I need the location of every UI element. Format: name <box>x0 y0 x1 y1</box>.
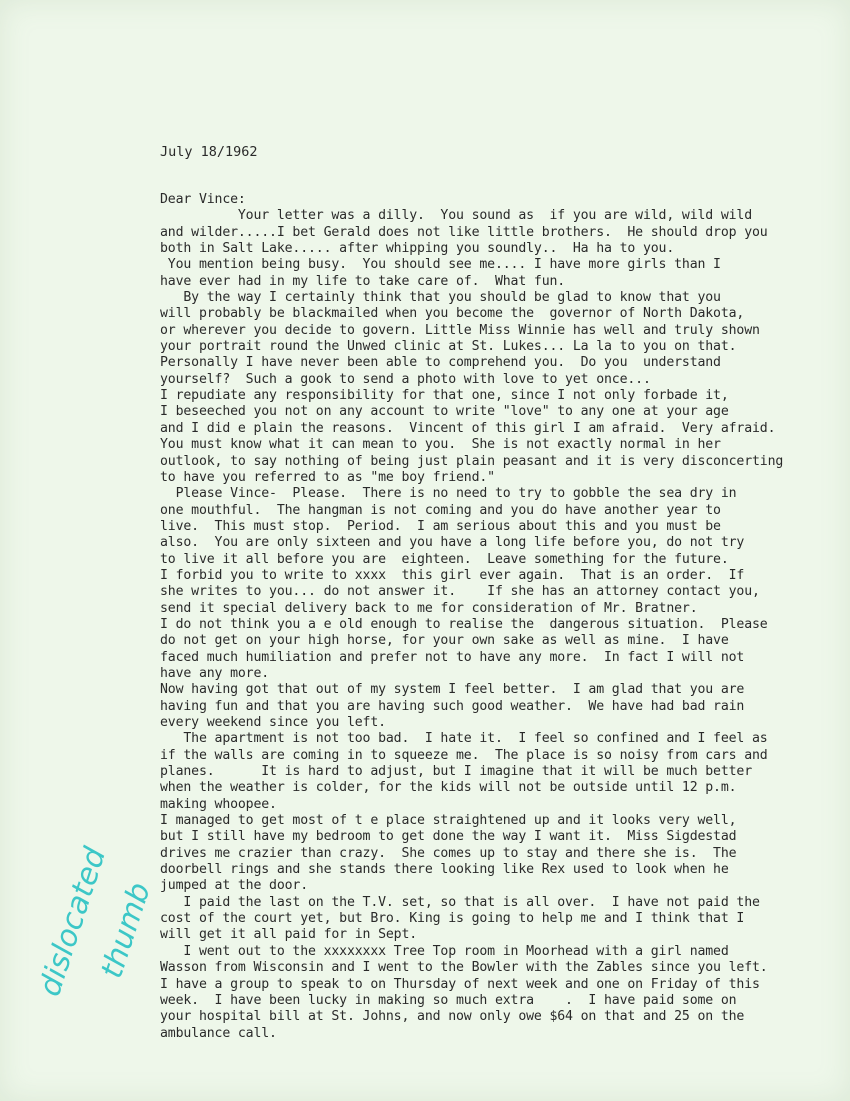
letter-line: outlook, to say nothing of being just plain peasant and it is very disconcerting <box>160 453 784 469</box>
letter-line: Now having got that out of my system I feel better. I am glad that you are <box>160 682 745 698</box>
letter-date: July 18/1962 <box>160 144 258 160</box>
letter-line: if the walls are coming in to squeeze me. The place is so noisy from cars and <box>160 747 768 763</box>
letter-line: I repudiate any responsibility for that one, since I not only forbade it, <box>160 388 729 404</box>
letter-line: making whoopee. <box>160 796 277 812</box>
margin-note-line-2: thumb <box>94 878 158 983</box>
letter-line: to live it all before you are eighteen. Leave something for the future. <box>160 551 729 567</box>
letter-line: every weekend since you left. <box>160 715 386 730</box>
letter-line: Personally I have never been able to comprehend you. Do you understand <box>160 355 721 371</box>
letter-line: Dear Vince: <box>160 192 246 207</box>
letter-line: will get it all paid for in Sept. <box>160 927 418 943</box>
letter-line: will probably be blackmailed when you become the governor of North Dakota, <box>160 306 745 322</box>
letter-line: week. I have been lucky in making so much extra . I have paid some on <box>160 992 737 1008</box>
margin-note-svg <box>18 820 168 1010</box>
letter-line: I beseeched you not on any account to write "love" to any one at your age <box>160 404 729 420</box>
letter-line: your hospital bill at St. Johns, and now only owe $64 on that and 25 on the <box>160 1009 745 1025</box>
letter-line: You must know what it can mean to you. She is not exactly normal in her <box>160 437 721 453</box>
letter-line: jumped at the door. <box>160 878 309 894</box>
letter-line: Please Vince- Please. There is no need to try to gobble the sea dry in <box>160 486 737 502</box>
letter-line: I forbid you to write to xxxx this girl ever again. That is an order. If <box>160 567 745 583</box>
letter-line: By the way I certainly think that you should be glad to know that you <box>160 290 721 306</box>
letter-line: do not get on your high horse, for your own sake as well as mine. I have <box>160 633 729 649</box>
letter-line: your portrait round the Unwed clinic at St. Lukes... La la to you on that. <box>160 339 737 355</box>
letter-line: You mention being busy. You should see me.... I have more girls than I <box>160 257 721 273</box>
letter-line: Your letter was a dilly. You sound as if you are wild, wild wild <box>160 208 753 224</box>
letter-line: or wherever you decide to govern. Little Miss Winnie has well and truly shown <box>160 322 760 338</box>
letter-line: have ever had in my life to take care of. What fun. <box>160 273 566 289</box>
letter-line: Wasson from Wisconsin and I went to the Bowler with the Zables since you left. <box>160 960 768 976</box>
letter-line: but I still have my bedroom to get done the way I want it. Miss Sigdestad <box>160 829 737 845</box>
letter-line: when the weather is colder, for the kids will not be outside until 12 p.m. <box>160 780 737 796</box>
letter-line: cost of the court yet, but Bro. King is going to help me and I think that I <box>160 911 745 927</box>
letter-line: live. This must stop. Period. I am serious about this and you must be <box>160 518 721 534</box>
letter-line: faced much humiliation and prefer not to have any more. In fact I will not <box>160 649 745 665</box>
letter-line: I have a group to speak to on Thursday of next week and one on Friday of this <box>160 976 760 992</box>
letter-line: send it special delivery back to me for consideration of Mr. Bratner. <box>160 600 698 616</box>
handwritten-margin-note <box>18 820 168 1010</box>
letter-line: and I did e plain the reasons. Vincent of this girl I am afraid. Very afraid. <box>160 420 776 436</box>
letter-line: have any more. <box>160 665 270 681</box>
letter-body <box>160 192 830 1042</box>
letter-line: to have you referred to as "me boy friend." <box>160 469 495 485</box>
letter-line: I managed to get most of t e place straightened up and it looks very well, <box>160 813 737 829</box>
letter-line: having fun and that you are having such good weather. We have had bad rain <box>160 698 745 714</box>
letter-line: I do not think you a e old enough to realise the dangerous situation. Please <box>160 616 768 632</box>
letter-line: ambulance call. <box>160 1025 277 1041</box>
letter-line: also. You are only sixteen and you have a long life before you, do not try <box>160 535 745 551</box>
letter-line: both in Salt Lake..... after whipping you soundly.. Ha ha to you. <box>160 241 675 257</box>
letter-line: I went out to the xxxxxxxx Tree Top room in Moorhead with a girl named <box>160 943 729 959</box>
letter-line: and wilder.....I bet Gerald does not like little brothers. He should drop you <box>160 224 768 240</box>
letter-line: drives me crazier than crazy. She comes up to stay and there she is. The <box>160 845 737 861</box>
letter-line: one mouthful. The hangman is not coming and you do have another year to <box>160 502 721 518</box>
letter-line: doorbell rings and she stands there looking like Rex used to look when he <box>160 862 729 878</box>
margin-note-line-1: dislocated <box>32 843 114 1001</box>
letter-line: The apartment is not too bad. I hate it. I feel so confined and I feel as <box>160 731 768 747</box>
letter-line: yourself? Such a gook to send a photo with love to yet once... <box>160 371 651 387</box>
letter-line: she writes to you... do not answer it. If she has an attorney contact you, <box>160 584 760 600</box>
letter-line: I paid the last on the T.V. set, so that is all over. I have not paid the <box>160 894 760 910</box>
letter-line: planes. It is hard to adjust, but I imagine that it will be much better <box>160 764 753 780</box>
